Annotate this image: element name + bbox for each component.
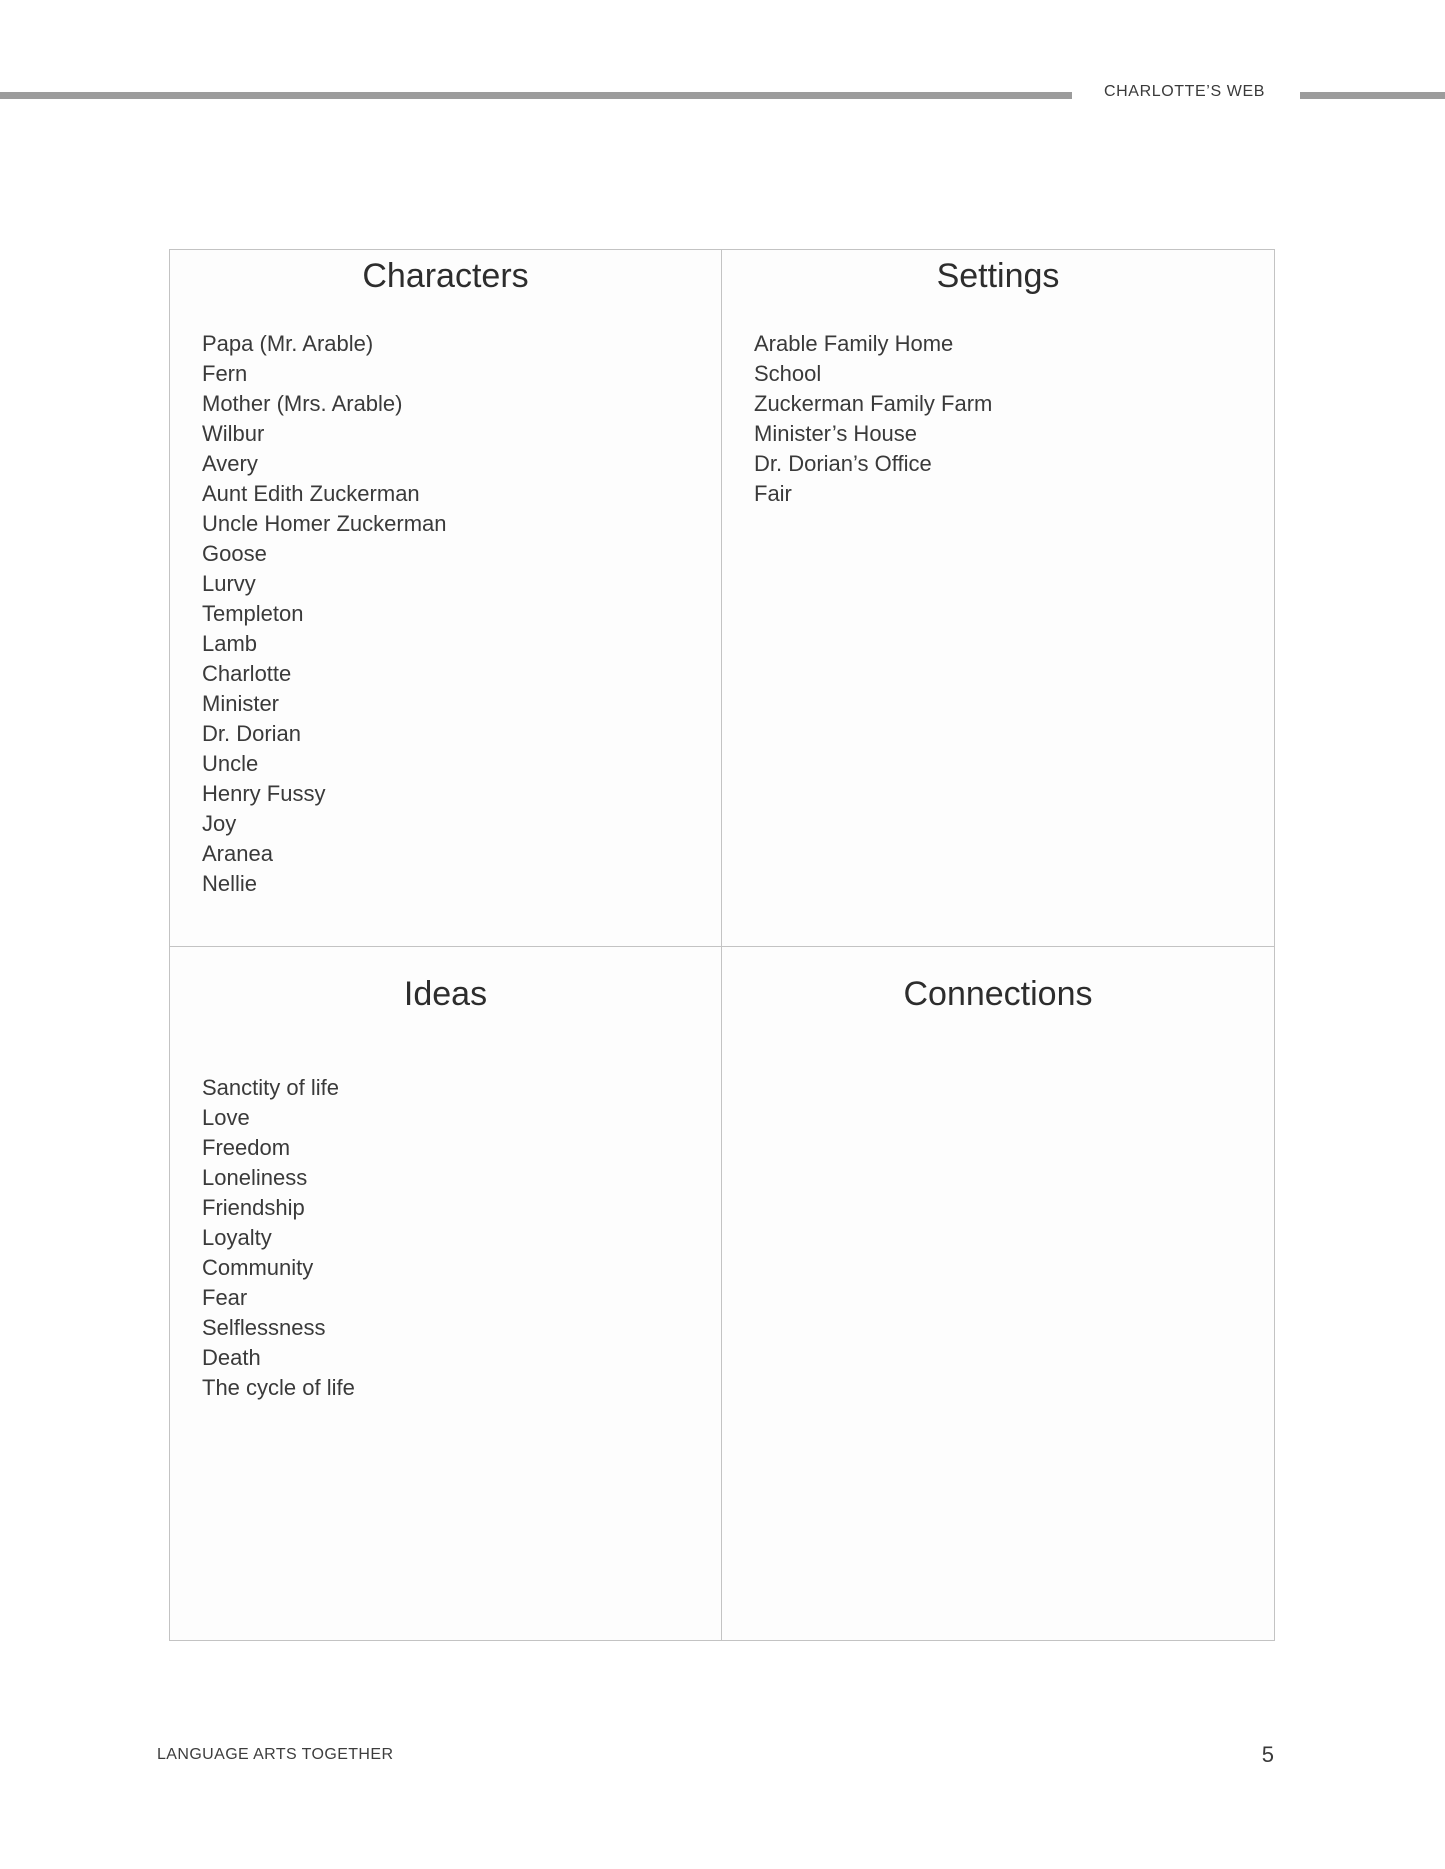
list-item: Death [202,1345,261,1370]
list-item: Aranea [202,841,273,866]
list-item: Aunt Edith Zuckerman [202,481,420,506]
footer-brand-text: LANGUAGE ARTS TOGETHER [157,1746,394,1763]
list-item: Loyalty [202,1225,272,1250]
list-item: Nellie [202,871,258,896]
list-item: Zuckerman Family Farm [754,391,993,416]
header-rule-left [0,92,1072,99]
list-item: Templeton [202,601,304,626]
list-item: Sanctity of life [202,1075,339,1100]
list-item: Freedom [202,1135,291,1160]
list-item: Uncle Homer Zuckerman [202,511,447,536]
list-item: Joy [202,811,237,836]
list-item: Selflessness [202,1315,326,1340]
list-item: Dr. Dorian [202,721,302,746]
list-item: Wilbur [202,421,265,446]
list-item: Avery [202,451,258,476]
list-item: Fern [202,361,248,386]
settings-list [722,329,1274,509]
page-number: 5 [1261,1742,1274,1767]
list-item: Papa (Mr. Arable) [202,331,374,356]
header-rule-right [1300,92,1445,99]
list-item: Minister’s House [754,421,918,446]
list-item: Uncle [202,751,259,776]
list-item: Fear [202,1285,248,1310]
list-item: Loneliness [202,1165,308,1190]
settings-title: Settings [936,257,1060,295]
settings-cell [722,250,1274,947]
list-item: Dr. Dorian’s Office [754,451,932,476]
list-item: Lurvy [202,571,256,596]
connections-cell [722,947,1274,1640]
list-item: Minister [202,691,280,716]
connections-title: Connections [903,975,1093,1013]
list-item: Mother (Mrs. Arable) [202,391,403,416]
list-item: School [754,361,822,386]
list-item: Charlotte [202,661,292,686]
ideas-list [170,1073,721,1403]
ideas-cell [170,947,722,1640]
list-item: Goose [202,541,267,566]
list-item: Love [202,1105,250,1130]
ideas-title: Ideas [403,975,488,1013]
list-item: Henry Fussy [202,781,326,806]
list-item: Arable Family Home [754,331,954,356]
list-item: Fair [754,481,792,506]
list-item: Friendship [202,1195,305,1220]
story-elements-table [169,249,1275,1641]
characters-list [170,329,721,899]
header-title: CHARLOTTE’S WEB [1104,83,1266,100]
characters-title: Characters [362,257,529,295]
list-item: Community [202,1255,314,1280]
characters-cell [170,250,722,947]
list-item: Lamb [202,631,258,656]
list-item: The cycle of life [202,1375,355,1400]
